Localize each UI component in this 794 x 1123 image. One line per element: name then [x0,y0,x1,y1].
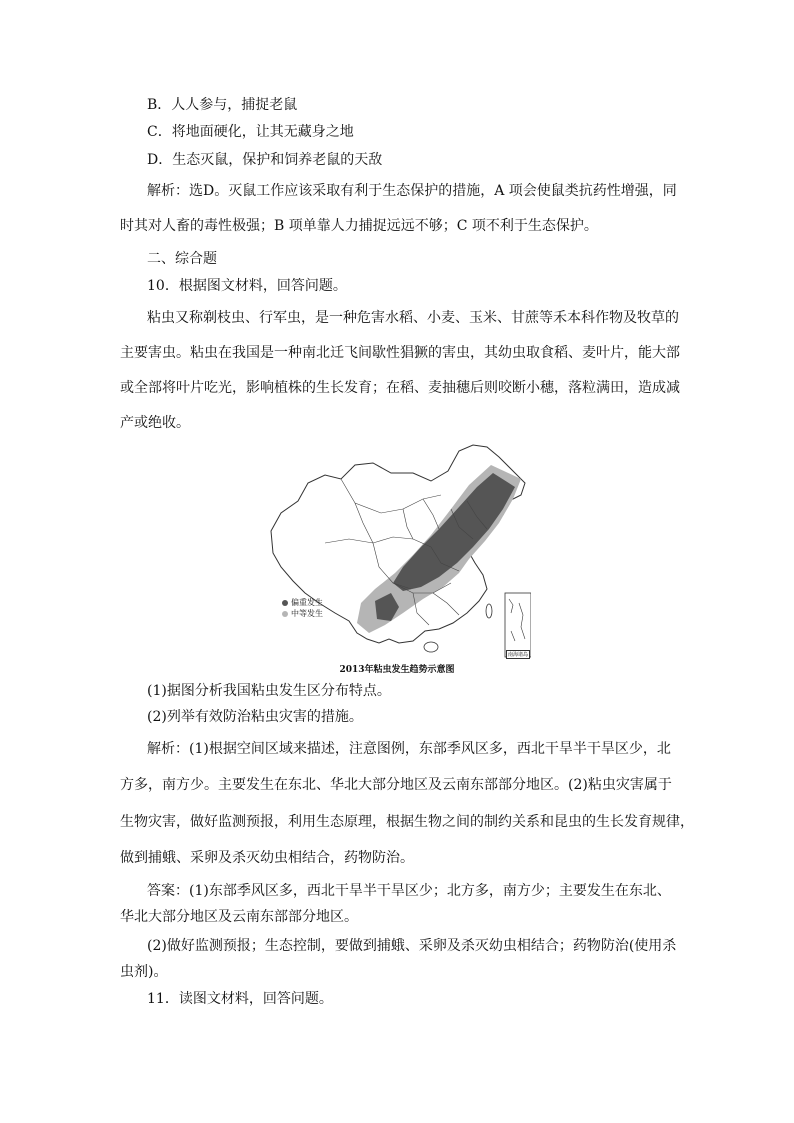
material-line-3: 或全部将叶片吃光，影响植株的生长发育；在稻、麦抽穗后则咬断小穗，落粒满田，造成减 [120,380,680,396]
analysis-10-line2: 方多，南方少。主要发生在东北、华北大部分地区及云南东部部分地区。(2)粘虫灾害属于 [120,777,672,793]
answer-line2: 华北大部分地区及云南东部部分地区。 [120,909,358,925]
legend-medium-label: 中等发生 [291,609,323,618]
answer-line3: (2)做好监测预报；生态控制，要做到捕蛾、采卵及杀灭幼虫相结合；药物防治(使用杀 [147,938,677,954]
material-line-4: 产或绝收。 [120,415,190,431]
option-b: B．人人参与，捕捉老鼠 [147,97,298,113]
inset-label: 南海诸岛 [508,652,529,658]
hainan-island [424,642,438,652]
sub-question-1: (1)据图分析我国粘虫发生区分布特点。 [147,683,391,699]
material-line-1: 粘虫又称剃枝虫、行军虫，是一种危害水稻、小麦、玉米、甘蔗等禾本科作物及牧草的 [147,310,679,326]
question-11-title: 11．读图文材料，回答问题。 [147,991,333,1007]
figure-caption: 2013年粘虫发生趋势示意图 [339,665,455,675]
answer-line1: 答案：(1)东部季风区多，西北干旱半干旱区少；北方多，南方少；主要发生在东北、 [147,883,671,899]
taiwan-island [486,604,492,618]
answer-line4: 虫剂)。 [120,964,168,980]
analysis-9-line2: 时其对人畜的毒性极强；B 项单靠人力捕捉远远不够；C 项不利于生态保护。 [120,218,598,234]
medium-swatch [282,611,288,617]
legend-medium [282,608,323,619]
material-line-2: 主要害虫。粘虫在我国是一种南北迁飞间歇性猖獗的害虫，其幼虫取食稻、麦叶片，能大部 [120,345,680,361]
map-legend [282,597,323,619]
legend-severe [282,597,323,608]
analysis-10-line1: 解析：(1)根据空间区域来描述，注意图例，东部季风区多，西北干旱半干旱区少，北 [147,741,671,757]
option-c: C．将地面硬化，让其无藏身之地 [147,124,354,140]
china-map [263,443,531,658]
option-d: D．生态灭鼠，保护和饲养老鼠的天敌 [147,152,383,168]
legend-severe-label: 偏重发生 [291,598,323,607]
sub-question-2: (2)列举有效防治粘虫灾害的措施。 [147,709,363,725]
analysis-9-line1: 解析：选D。灭鼠工作应该采取有利于生态保护的措施，A 项会使鼠类抗药性增强，同 [147,183,677,199]
question-10-title: 10．根据图文材料，回答问题。 [147,278,347,294]
analysis-10-line3: 生物灾害，做好监测预报，利用生态原理，根据生物之间的制约关系和昆虫的生长发育规律， [120,814,694,830]
severe-swatch [282,600,288,606]
map-figure [263,443,531,683]
analysis-10-line4: 做到捕蛾、采卵及杀灭幼虫相结合，药物防治。 [120,850,414,866]
south-china-sea-inset [505,593,531,657]
section-heading: 二、综合题 [147,251,217,267]
